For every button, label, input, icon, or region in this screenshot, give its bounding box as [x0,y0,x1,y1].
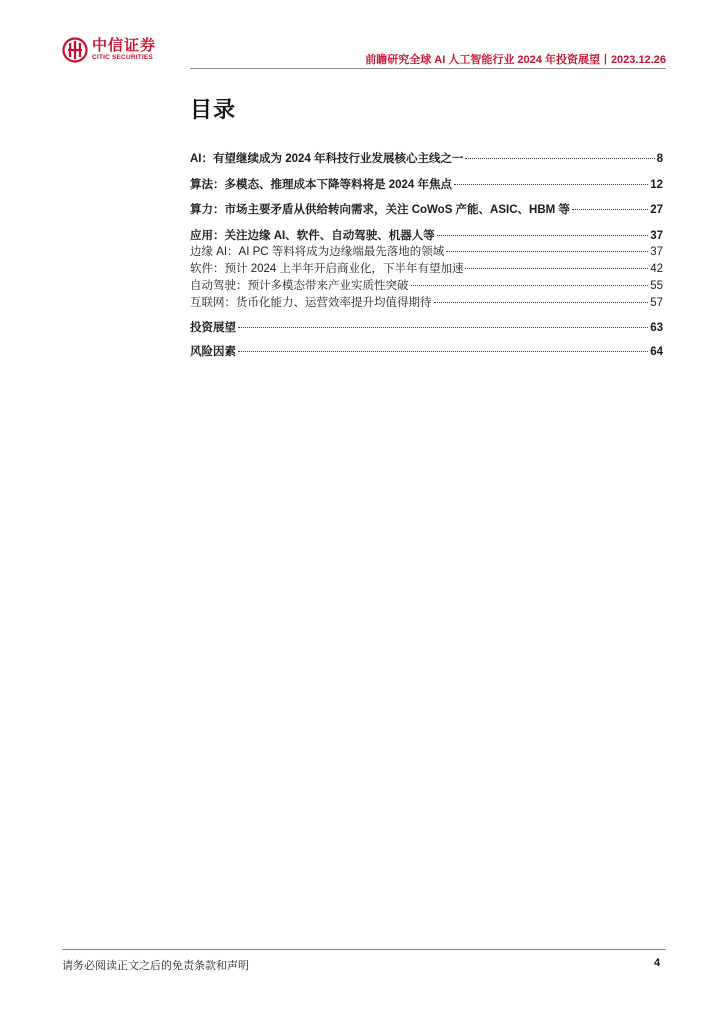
toc-leader-dots [454,184,648,185]
toc-leader-dots [572,209,648,210]
toc-entry-label: 风险因素 [190,346,236,358]
toc-entry[interactable] [190,201,663,215]
toc-subentry[interactable] [190,243,663,257]
toc-entry-page: 63 [650,322,663,334]
report-title: 前瞻研究全球 AI 人工智能行业 2024 年投资展望丨2023.12.26 [365,54,666,66]
toc-leader-dots [411,285,649,286]
toc-subentry[interactable] [190,277,663,291]
citic-logo-icon [62,37,88,63]
toc-leader-dots [465,158,654,159]
toc-leader-dots [446,251,648,252]
footer-disclaimer: 请务必阅读正文之后的免责条款和声明 [62,960,249,972]
table-of-contents [190,150,663,357]
toc-entry-label: 算力：市场主要矛盾从供给转向需求，关注 CoWoS 产能、ASIC、HBM 等 [190,204,570,216]
toc-leader-dots [465,268,648,269]
toc-heading: 目录 [190,97,237,122]
logo-english-name: CITIC SECURITIES [92,54,153,62]
toc-entry-page: 55 [650,280,663,292]
toc-entry[interactable] [190,150,663,164]
toc-entry-label: AI：有望继续成为 2024 年科技行业发展核心主线之一 [190,153,464,165]
logo-chinese-name: 中信证券 [92,37,157,55]
citic-logo [62,37,156,63]
toc-entry-label: 软件：预计 2024 上半年开启商业化，下半年有望加速 [190,263,464,275]
toc-entry[interactable] [190,319,663,333]
toc-entry-label: 互联网：货币化能力、运营效率提升均值得期待 [190,297,432,309]
toc-entry-label: 算法：多模态、推理成本下降等料将是 2024 年焦点 [190,179,452,191]
toc-entry[interactable] [190,176,663,190]
toc-leader-dots [437,235,649,236]
toc-subentry[interactable] [190,260,663,274]
toc-entry-label: 应用：关注边缘 AI、软件、自动驾驶、机器人等 [190,230,435,242]
page-number: 4 [654,957,661,969]
toc-entry-page: 12 [650,179,663,191]
toc-entry-page: 37 [650,246,663,258]
toc-leader-dots [434,302,649,303]
toc-entry-label: 边缘 AI：AI PC 等料将成为边缘端最先落地的领域 [190,246,445,258]
toc-entry-page: 8 [656,153,663,165]
toc-subentry[interactable] [190,294,663,308]
toc-entry-label: 自动驾驶：预计多模态带来产业实质性突破 [190,280,409,292]
page-header [62,37,666,67]
header-divider [190,68,666,69]
toc-leader-dots [238,351,648,352]
toc-entry-page: 27 [650,204,663,216]
footer-divider [62,949,666,950]
toc-entry-page: 57 [650,297,663,309]
toc-entry[interactable] [190,343,663,357]
toc-entry-page: 64 [650,346,663,358]
toc-leader-dots [238,327,648,328]
toc-entry-page: 37 [650,230,663,242]
toc-entry[interactable] [190,227,663,241]
toc-entry-page: 42 [650,263,663,275]
toc-entry-label: 投资展望 [190,322,236,334]
